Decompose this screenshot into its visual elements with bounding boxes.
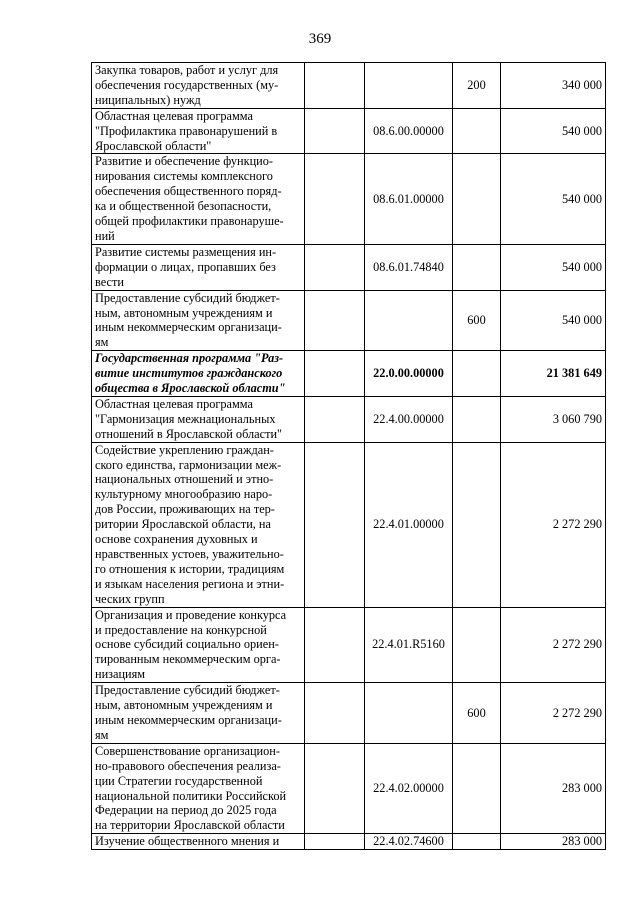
row-expense-type-cell: 200 (453, 63, 501, 109)
row-expense-type-cell (453, 607, 501, 683)
row-expense-type-cell (453, 834, 501, 850)
row-blank-cell (305, 154, 365, 244)
row-name-line: ям (95, 335, 109, 350)
row-code-cell (365, 290, 453, 351)
row-name-line: го отношения к истории, традициям (95, 561, 285, 576)
row-name-cell (92, 743, 305, 833)
row-name-line: ритории Ярославской области, на (95, 517, 271, 532)
row-amount-cell: 21 381 649 (501, 351, 606, 397)
row-name-line: нравственных устоев, уважительно- (95, 547, 284, 561)
row-name-cell (92, 834, 305, 850)
row-code-cell: 22.0.00.00000 (365, 351, 453, 397)
row-blank-cell (305, 244, 365, 290)
row-name-line: основе субсидий социально ориен- (95, 637, 279, 652)
table-row (92, 108, 606, 154)
table-row (92, 683, 606, 744)
row-name-line: нирования системы комплексного (95, 169, 273, 184)
budget-table-body (92, 63, 606, 850)
row-code-cell: 22.4.01.00000 (365, 442, 453, 607)
row-name-line: дов России, проживающих на тер- (95, 502, 275, 517)
table-row (92, 743, 606, 833)
row-expense-type-cell (453, 743, 501, 833)
row-name-line: Государственная программа "Раз- (95, 351, 284, 366)
row-name-cell (92, 351, 305, 397)
row-expense-type-cell (453, 108, 501, 154)
row-name-line: Развитие и обеспечение функцио- (95, 154, 273, 169)
row-name-cell (92, 396, 305, 442)
row-blank-cell (305, 834, 365, 850)
row-name-line: ным, автономным учреждениям и (95, 698, 273, 713)
row-name-line: обеспечения государственных (му- (95, 77, 279, 92)
row-name-line: ям (95, 727, 109, 742)
row-blank-cell (305, 396, 365, 442)
row-name-line: Содействие укреплению граждан- (95, 442, 274, 457)
row-amount-cell: 2 272 290 (501, 607, 606, 683)
table-row (92, 351, 606, 397)
row-name-line: общества в Ярославской области" (95, 381, 286, 396)
row-name-line: низациям (95, 667, 146, 682)
row-name-line: на территории Ярославской области (95, 818, 285, 833)
row-name-cell (92, 607, 305, 683)
row-name-line: обеспечения общественного поряд- (95, 184, 282, 199)
row-name-line: Совершенствование организацион- (95, 743, 280, 758)
row-expense-type-cell (453, 442, 501, 607)
table-row (92, 442, 606, 607)
row-expense-type-cell (453, 396, 501, 442)
row-name-line: вести (95, 274, 124, 289)
row-code-cell: 08.6.01.00000 (365, 154, 453, 244)
row-name-line: Предоставление субсидий бюджет- (95, 290, 280, 305)
row-amount-cell: 540 000 (501, 154, 606, 244)
row-code-cell: 22.4.02.00000 (365, 743, 453, 833)
row-code-cell (365, 683, 453, 744)
row-name-line: общей профилактики правонаруше- (95, 214, 284, 229)
row-amount-cell: 283 000 (501, 834, 606, 850)
row-amount-cell: 283 000 (501, 743, 606, 833)
row-name-cell (92, 442, 305, 607)
row-name-line: иным некоммерческим организаци- (95, 712, 282, 727)
row-blank-cell (305, 351, 365, 397)
row-expense-type-cell: 600 (453, 683, 501, 744)
row-code-cell: 22.4.02.74600 (365, 834, 453, 850)
row-name-line: и языкам населения региона и этни- (95, 576, 285, 591)
row-amount-cell: 540 000 (501, 290, 606, 351)
row-expense-type-cell: 600 (453, 290, 501, 351)
row-blank-cell (305, 607, 365, 683)
page-number: 369 (308, 31, 332, 47)
row-name-cell (92, 683, 305, 744)
row-name-line: "Гармонизация межнациональных (95, 411, 276, 426)
row-name-line: ным, автономным учреждениям и (95, 305, 273, 320)
row-blank-cell (305, 290, 365, 351)
row-name-line: ниципальных) нужд (95, 92, 201, 107)
row-name-line: ка и общественной безопасности, (95, 199, 272, 214)
row-name-line: Организация и проведение конкурса (95, 607, 287, 622)
row-name-line: ческих групп (95, 591, 165, 606)
row-name-line: Изучение общественного мнения и (95, 834, 280, 849)
row-code-cell: 22.4.00.00000 (365, 396, 453, 442)
row-blank-cell (305, 442, 365, 607)
table-row (92, 834, 606, 850)
row-code-cell: 22.4.01.R5160 (365, 607, 453, 683)
row-name-line: Ярославской области" (95, 138, 212, 153)
row-name-line: Предоставление субсидий бюджет- (95, 683, 280, 698)
table-row (92, 607, 606, 683)
table-row (92, 154, 606, 244)
table-row (92, 396, 606, 442)
row-name-line: культурному многообразию наро- (95, 487, 273, 502)
row-expense-type-cell (453, 244, 501, 290)
row-name-cell (92, 154, 305, 244)
budget-table (91, 62, 606, 850)
row-name-line: витие институтов гражданского (95, 366, 283, 381)
row-name-line: национальных отношений и этно- (95, 472, 274, 487)
row-name-cell (92, 290, 305, 351)
table-row (92, 290, 606, 351)
row-name-line: Закупка товаров, работ и услуг для (95, 63, 279, 77)
row-name-line: но-правового обеспечения реализа- (95, 758, 281, 773)
row-amount-cell: 3 060 790 (501, 396, 606, 442)
row-amount-cell: 2 272 290 (501, 442, 606, 607)
table-row (92, 244, 606, 290)
row-name-line: Областная целевая программа (95, 108, 253, 123)
row-name-line: национальной политики Российской (95, 788, 287, 803)
row-amount-cell: 340 000 (501, 63, 606, 109)
row-name-cell (92, 108, 305, 154)
row-amount-cell: 540 000 (501, 108, 606, 154)
row-name-line: ского единства, гармонизации меж- (95, 457, 282, 472)
row-name-line: ний (95, 228, 115, 243)
row-name-cell (92, 63, 305, 109)
row-name-line: формации о лицах, пропавших без (95, 259, 276, 274)
row-name-cell (92, 244, 305, 290)
row-code-cell (365, 63, 453, 109)
row-name-line: Областная целевая программа (95, 396, 253, 411)
row-blank-cell (305, 743, 365, 833)
row-blank-cell (305, 63, 365, 109)
row-expense-type-cell (453, 154, 501, 244)
row-code-cell: 08.6.00.00000 (365, 108, 453, 154)
row-name-line: ции Стратегии государственной (95, 773, 263, 788)
row-name-line: иным некоммерческим организаци- (95, 320, 282, 335)
row-amount-cell: 2 272 290 (501, 683, 606, 744)
row-blank-cell (305, 108, 365, 154)
row-blank-cell (305, 683, 365, 744)
row-name-line: тированным некоммерческим орга- (95, 652, 281, 667)
row-name-line: "Профилактика правонарушений в (95, 123, 278, 138)
row-name-line: Развитие системы размещения ин- (95, 244, 277, 259)
row-code-cell: 08.6.01.74840 (365, 244, 453, 290)
row-name-line: и предоставление на конкурсной (95, 622, 267, 637)
row-name-line: Федерации на период до 2025 года (95, 803, 277, 818)
row-amount-cell: 540 000 (501, 244, 606, 290)
table-row (92, 63, 606, 109)
row-expense-type-cell (453, 351, 501, 397)
row-name-line: основе сохранения духовных и (95, 532, 258, 547)
row-name-line: отношений в Ярославской области" (95, 426, 283, 441)
